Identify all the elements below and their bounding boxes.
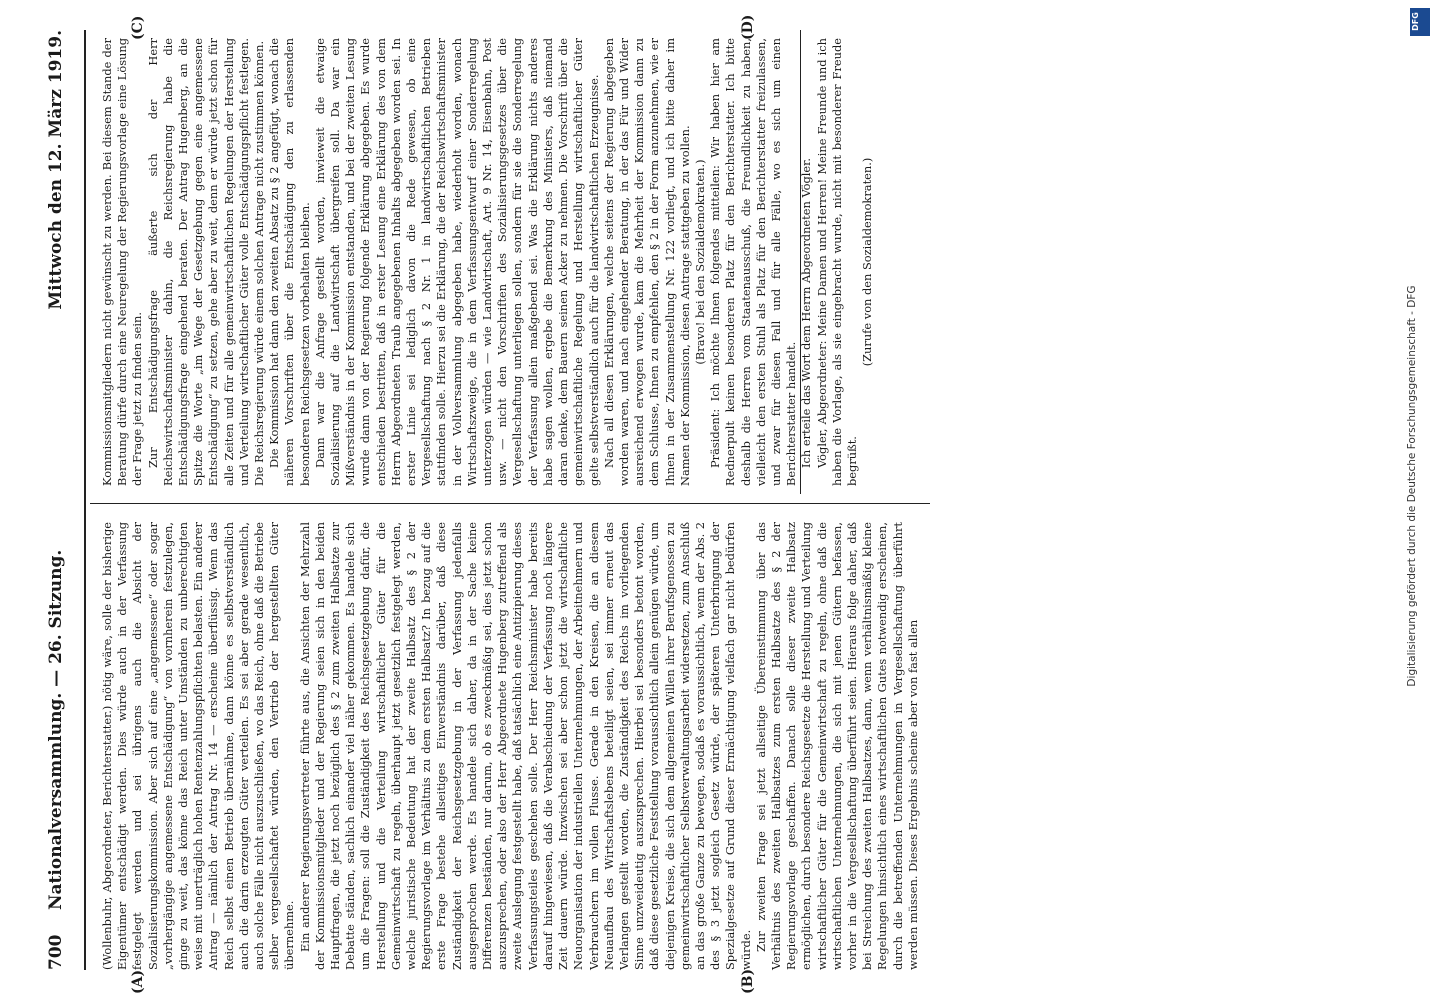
page-number: 700 xyxy=(46,934,66,970)
paragraph: Vögler, Abgeordneter: Meine Damen und Herren! Meine Freunde und ich haben die Vorlage, als sie eingebracht wurde, nicht mit besonderer Freude begrüßt. xyxy=(814,38,859,486)
header-left-title: Nationalversammlung. — 26. Sitzung. xyxy=(46,549,66,910)
paragraph: Ein anderer Regierungsvertreter führte aus, die Ansichten der Mehrzahl der Kommissionsmitglieder und der Regierung seien sich in den beiden Hauptfragen, die jetzt noch bezüglich des § 2 zum zweiten Halbsatze zur Debatte ständen, sachlich einander viel näher gekommen. Es handele sich um die Fragen: soll die Zuständigkeit des Reichsgesetzgebung dafür, die Herstellung und die Verteilung wirtschaftlicher Güter für die Gemeinwirtschaft zu regeln, überhaupt jetzt gesetzlich festgelegt werden, welche juristische Bedeutung hat der zweite Halbsatz des § 2 der Regierungsvorlage im Verhältnis zu dem ersten Halbsatz? In bezug auf die erste Frage bestehe allseitiges Einverständnis darüber, daß diese Zuständigkeit der Reichsgesetzgebung in der Verfassung jedenfalls ausgesprochen werde. Es handele sich daher, da in der Sache keine Differenzen beständen, nur darum, ob es zweckmäßig sei, dies jetzt schon auszusprechen, oder also der Herr Abgeordnete Hugenberg zutreffend als zweite Auslegung festgestellt habe, daß tatsächlich eine Antizipierung dieses Verfassungsteiles geschehen solle. Der Herr Reichsminister habe bereits darauf hingewiesen, daß die Verabschiedung der Verfassung noch längere Zeit dauern würde. Inzwischen sei aber schon jetzt die wirtschaftliche Neuorganisation der industriellen Unternehmungen, der Arbeitnehmern und Verbrauchern im vollen Flusse. Gerade in den Kreisen, die an diesem Neuaufbau des Wirtschaftslebens beteiligt seien, sei immer erneut das Verlangen gestellt worden, die Zuständigkeit des Reichs im vorliegenden Sinne unzweideutig auszusprechen. Hierbei sei besonders betont worden, daß diese gesetzliche Feststellung voraussichtlich allein genügen würde, um diejenigen Kreise, die sich dem allgemeinen Willen ihrer Berufsgenossen zu gemeinwirtschaftlicher Selbstverwaltungsarbeit widersetzen, zum Anschluß an das große Ganze zu bewegen, sodaß es voraussichtlich, wenn der Abs. 2 des § 3 jetzt sogleich Gesetz würde, der späteren Unterbringung der Spezialgesetze auf Grund dieser Ermächtigung vielfach gar nicht bedürfen würde. xyxy=(297,522,753,970)
paragraph: (Wollenbuhr, Abgeordneter, Berichterstatter.) nötig wäre, solle der bisherige Eigentümer entschädigt werden. Dies würde auch in der Verfassung festgelegt werden und sei übrigens auch die Absicht der Sozialisierungskommission. Aber sich auf eine „angemessene“ oder sogar „vorhergängige angemessene Entschädigung“ von vornherein festzulegen, ginge zu weit, das könne das Reich unter Umständen zu unberechtigten weise mit unerträglich hohen Rentenzahlungspflichten belasten. Ein anderer Antrag — nämlich der Antrag Nr. 14 — erscheine überflüssig. Wenn das Reich selbst einen Betrieb übernähme, dann könne es selbstverständlich auch die darin erzeugten Güter verteilen. Es sei aber gerade wesentlich, auch solche Fälle nicht auszuschließen, wo das Reich, ohne daß die Betriebe selber vergesellschaftet würden, den Vertrieb der hergestellten Güter übernehme. xyxy=(100,522,297,970)
header-rule xyxy=(84,30,86,970)
interjection-note: (Zurufe von den Sozialdemokraten.) xyxy=(860,157,875,367)
digitization-watermark xyxy=(1402,10,1428,990)
paragraph: Die Kommission hat dann den zweiten Absatz zu § 2 angefügt, wonach die näheren Vorschriften über die Entschädigung den zu erlassenden besonderen Reichsgesetzen vorbehalten bleiben. xyxy=(267,38,312,486)
dfg-logo-text: DFG xyxy=(1410,12,1420,31)
paragraph: Präsident: Ich möchte Ihnen folgendes mitteilen: Wir haben hier am Rednerpult keinen besonderen Platz für den Berichterstatter. Ich bitte deshalb die Herren vom Staatenausschuß, die Freundlichkeit zu haben, vielleicht den ersten Stuhl als Platz für den Berichterstatter freizulassen, und zwar für diesen Fall und für alle Fälle, wo es sich um einen Berichterstatter handelt. xyxy=(708,38,799,486)
margin-marker-b: (B) xyxy=(740,968,756,994)
margin-marker-c: (C) xyxy=(130,15,146,40)
page-header xyxy=(40,30,80,970)
newspaper-page xyxy=(40,14,1370,994)
paragraph: Nach all diesen Erklärungen, welche seitens der Regierung abgegeben worden waren, und nach eingehender Beratung, in der das Für und Wider ausreichend erwogen wurde, kam die Mehrheit der Kommission dann zu dem Schlusse, Ihnen zu empfehlen, den § 2 in der Form anzunehmen, wie er Ihnen in der Zusammenstellung Nr. 122 vorliegt, und ich bitte daher im Namen der Kommission, diesen Antrage stattgeben zu wollen. xyxy=(601,38,692,486)
paragraph: Ich erteile das Wort dem Herrn Abgeordneten Vögler. xyxy=(799,158,814,468)
right-column xyxy=(100,38,1350,486)
left-column xyxy=(100,522,1350,970)
paragraph: Zur zweiten Frage sei jetzt allseitige Übereinstimmung über das Verhältnis des zweiten Halbsatzes zum ersten Halbsatze des § 2 der Regierungsvorlage geschaffen. Danach solle dieser zweite Halbsatz ermöglichen, durch besondere Reichsgesetze die Herstellung und Verteilung wirtschaftlicher Güter für die Gemeinwirtschaft zu regeln, ohne daß die wirtschaftlichen Unternehmungen, die sich mit jenen Gütern befassen, vorher in die Vergesellschaftung überführt seien. Hieraus folge daher, daß bei Streichung des zweiten Halbsatzes, dann, wenn verhältnismäßig kleine Regelungen hinsichtlich eines wirtschaftlichen Gutes notwendig erscheinen, durch die betreffenden Unternehmungen in Vergesellschaftung überführt werden müssen. Dieses Ergebnis scheine aber von fast allen xyxy=(753,522,920,970)
applause-note: (Bravo! bei den Sozialdemokraten.) xyxy=(692,159,707,365)
margin-marker-a: (A) xyxy=(130,969,146,994)
watermark-text: Digitalisierung gefördert durch die Deutsche Forschungsgemeinschaft - DFG xyxy=(1406,285,1418,687)
paragraph: Zur Entschädigungsfrage äußerte sich der Herr Reichswirtschaftsminister dahin, die Reichsregierung habe die Entschädigungsfrage eingehend beraten. Der Antrag Hugenberg, an die Spitze die Worte „im Wege der Gesetzgebung gegen eine angemessene Entschädigung“ zu setzen, gehe aber zu weit, denn er würde jetzt schon für alle Zeiten und für alle gemeinwirtschaftlichen Regelungen der Herstellung und Verteilung wirtschaftlicher Güter volle Entschädigungspflicht festlegen. Die Reichsregierung würde einem solchen Antrage nicht zustimmen können. xyxy=(145,38,267,486)
header-right-title: Mittwoch den 12. März 1919. xyxy=(46,30,66,310)
margin-marker-d: (D) xyxy=(740,14,756,40)
paragraph: Kommissionsmitgliedern nicht gewünscht zu werden. Bei diesem Stande der Beratung dürfe durch eine Neuregelung der Regierungsvorlage eine Lösung der Frage jetzt zu finden sein. xyxy=(100,38,145,486)
paragraph: Dann war die Anfrage gestellt worden, inwieweit die etwaige Sozialisierung auf die Landwirtschaft übergreifen soll. Da war ein Mißverständnis in der Kommission entstanden, und bei der zweiten Lesung wurde dann von der Regierung folgende Erklärung abgegeben. Es wurde entschieden bestritten, daß in erster Lesung eine Erklärung des von dem Herrn Abgeordneten Traub angegebenen Inhalts abgegeben worden sei. In erster Linie sei lediglich davon die Rede gewesen, ob eine Vergesellschaftung nach § 2 Nr. 1 in landwirtschaftlichen Betrieben stattfinden solle. Hierzu sei die Erklärung, die der Reichswirtschaftsminister in der Vollversammlung abgegeben habe, wiederholt worden, wonach Wirtschaftszweige, die in dem Verfassungsentwurf einer Sonderregelung unterzogen würden — wie Landwirtschaft, Art. 9 Nr. 14, Eisenbahn, Post usw. — nicht den Vorschriften des Sozialisierungsgesetzes über die Vergesellschaftung unterliegen sollen, sondern für sie die Sonderregelung der Verfassung allein maßgebend sei. Was die Erklärung nichts anderes habe sagen wollen, ergebe die Bemerkung des Ministers, daß niemand daran denke, dem Bauern seinen Acker zu nehmen. Die Vorschrift über die gemeinwirtschaftliche Regelung und Herstellung wirtschaftlicher Güter gelte selbstverständlich auch für die landwirtschaftlichen Erzeugnisse. xyxy=(312,38,601,486)
dfg-logo xyxy=(1410,8,1430,36)
column-divider xyxy=(90,503,930,504)
